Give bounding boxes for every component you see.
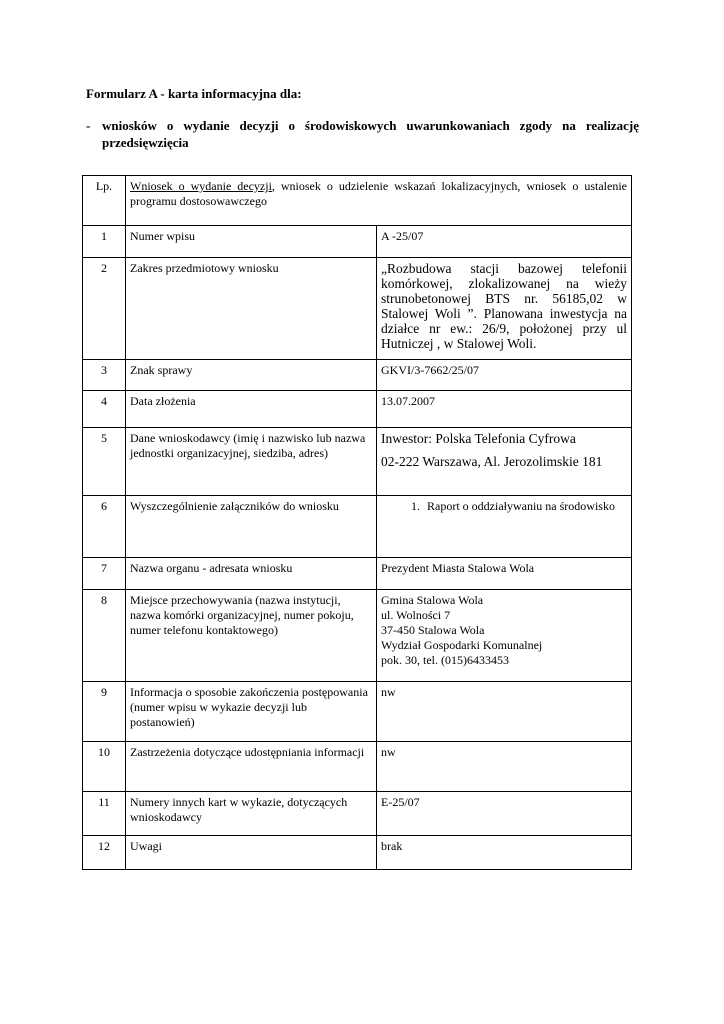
row-value: Prezydent Miasta Stalowa Wola bbox=[377, 558, 632, 590]
row-number: 5 bbox=[83, 428, 126, 496]
subtitle-text: wniosków o wydanie decyzji o środowiskowych uwarunkowaniach zgody na realizację przedsięwzięcia bbox=[102, 118, 639, 150]
row-value: „Rozbudowa stacji bazowej telefonii komórkowej, zlokalizowanej na wieży strunobetonowej BTS nr. 56185,02 w Stalowej Woli ”. Planowana inwestycja na działce nr ew.: 26/9, położonej przy ul Hutniczej , w Stalowej Woli. bbox=[377, 258, 632, 360]
row-number: 1 bbox=[83, 226, 126, 258]
table-row bbox=[83, 682, 632, 742]
header-description-underlined: Wniosek o wydanie decyzji bbox=[130, 179, 272, 193]
row-number: 11 bbox=[83, 792, 126, 836]
storage-line: Gmina Stalowa Wola bbox=[381, 593, 484, 607]
row-label: Nazwa organu - adresata wniosku bbox=[126, 558, 377, 590]
row-number: 3 bbox=[83, 360, 126, 391]
table-row bbox=[83, 792, 632, 836]
row-label: Miejsce przechowywania (nazwa instytucji, nazwa komórki organizacyjnej, numer pokoju, numer telefonu kontaktowego) bbox=[126, 590, 377, 682]
row-value bbox=[377, 590, 632, 682]
table-row bbox=[83, 258, 632, 360]
row-value bbox=[377, 496, 632, 558]
row-value: GKVI/3-7662/25/07 bbox=[377, 360, 632, 391]
row-label: Znak sprawy bbox=[126, 360, 377, 391]
row-value: nw bbox=[377, 682, 632, 742]
table-row bbox=[83, 360, 632, 391]
row-label: Numery innych kart w wykazie, dotyczących wnioskodawcy bbox=[126, 792, 377, 836]
row-label: Numer wpisu bbox=[126, 226, 377, 258]
row-number: 9 bbox=[83, 682, 126, 742]
row-label: Uwagi bbox=[126, 836, 377, 870]
row-number: 4 bbox=[83, 391, 126, 428]
applicant-investor: Inwestor: Polska Telefonia Cyfrowa bbox=[381, 431, 576, 446]
row-label: Data złożenia bbox=[126, 391, 377, 428]
attachment-item: 1. Raport o oddziaływaniu na środowisko bbox=[423, 499, 627, 514]
table-row bbox=[83, 496, 632, 558]
row-label: Zakres przedmiotowy wniosku bbox=[126, 258, 377, 360]
row-value: brak bbox=[377, 836, 632, 870]
row-number: 12 bbox=[83, 836, 126, 870]
storage-line: pok. 30, tel. (015)6433453 bbox=[381, 653, 509, 667]
form-subtitle bbox=[86, 117, 639, 151]
row-number: 8 bbox=[83, 590, 126, 682]
row-value: 13.07.2007 bbox=[377, 391, 632, 428]
row-value: A -25/07 bbox=[377, 226, 632, 258]
table-row bbox=[83, 836, 632, 870]
information-card-table bbox=[82, 175, 632, 870]
table-row bbox=[83, 742, 632, 792]
table-row bbox=[83, 391, 632, 428]
table-row bbox=[83, 226, 632, 258]
row-number: 10 bbox=[83, 742, 126, 792]
row-value bbox=[377, 428, 632, 496]
table-row bbox=[83, 428, 632, 496]
table-row bbox=[83, 558, 632, 590]
row-label: Informacja o sposobie zakończenia postępowania (numer wpisu w wykazie decyzji lub postanowień) bbox=[126, 682, 377, 742]
row-label: Wyszczególnienie załączników do wniosku bbox=[126, 496, 377, 558]
storage-line: Wydział Gospodarki Komunalnej bbox=[381, 638, 543, 652]
storage-line: ul. Wolności 7 bbox=[381, 608, 451, 622]
applicant-address: 02-222 Warszawa, Al. Jerozolimskie 181 bbox=[381, 454, 603, 469]
header-lp: Lp. bbox=[83, 176, 126, 226]
table-header-row bbox=[83, 176, 632, 226]
row-number: 6 bbox=[83, 496, 126, 558]
row-label: Dane wnioskodawcy (imię i nazwisko lub nazwa jednostki organizacyjnej, siedziba, adres) bbox=[126, 428, 377, 496]
form-title: Formularz A - karta informacyjna dla: bbox=[86, 86, 302, 101]
subtitle-bullet: - bbox=[86, 118, 91, 133]
attachments-list bbox=[381, 499, 627, 514]
table-row bbox=[83, 590, 632, 682]
row-number: 2 bbox=[83, 258, 126, 360]
header-description-rest: , wniosek o udzielenie wskazań lokalizacyjnych, wniosek o ustalenie programu dostosowawczego bbox=[130, 179, 628, 208]
row-value: E-25/07 bbox=[377, 792, 632, 836]
storage-line: 37-450 Stalowa Wola bbox=[381, 623, 485, 637]
row-value: nw bbox=[377, 742, 632, 792]
row-label: Zastrzeżenia dotyczące udostępniania informacji bbox=[126, 742, 377, 792]
row-number: 7 bbox=[83, 558, 126, 590]
header-description bbox=[126, 176, 632, 226]
